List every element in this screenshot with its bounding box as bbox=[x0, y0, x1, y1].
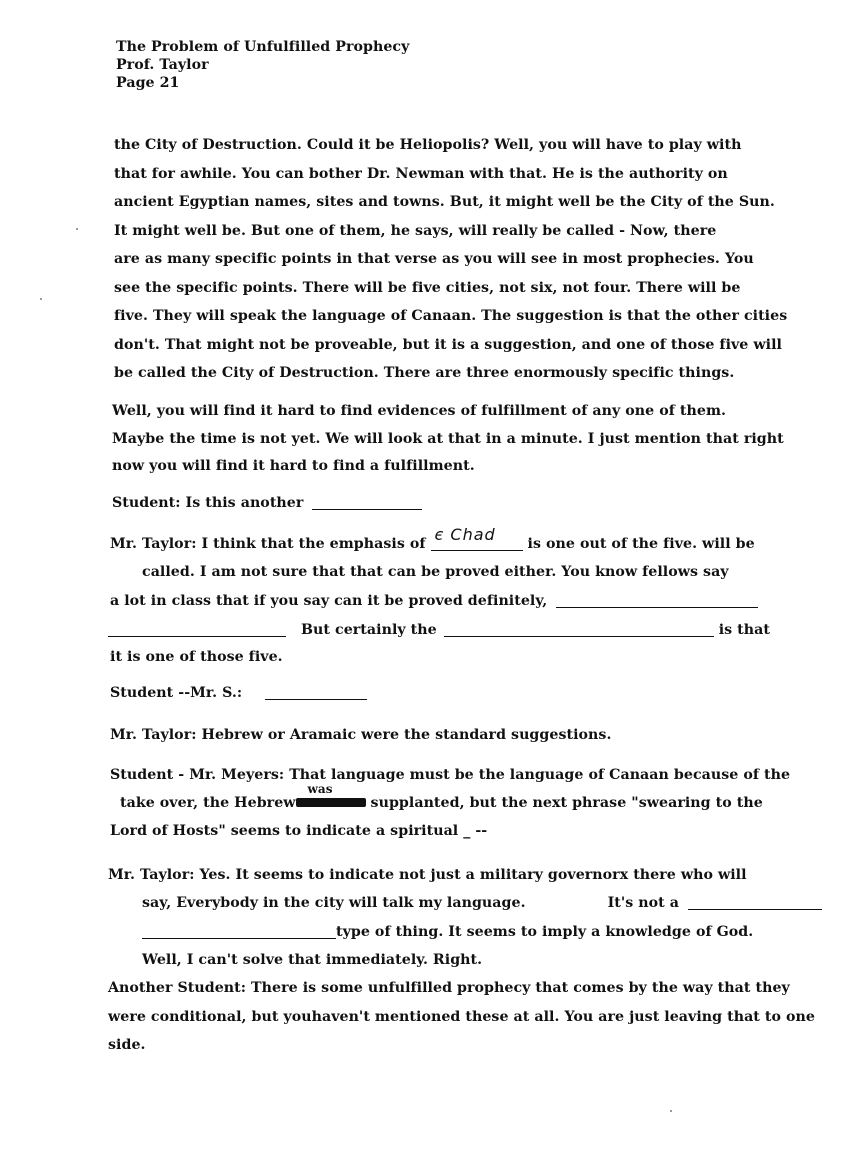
blank-line bbox=[142, 924, 336, 939]
page-number: Page 21 bbox=[116, 75, 180, 91]
handwritten-blank bbox=[431, 525, 523, 553]
text-line: now you will find it hard to find a fulfillment. bbox=[112, 458, 475, 474]
text-line: Lord of Hosts" seems to indicate a spiritual _ -- bbox=[110, 823, 488, 839]
text-line: side. bbox=[108, 1037, 146, 1053]
document-title: The Problem of Unfulfilled Prophecy bbox=[116, 39, 410, 55]
dialogue-text: It's not a bbox=[607, 895, 679, 911]
text-line: were conditional, but youhaven't mentioned these at all. You are just leaving that to one bbox=[108, 1009, 815, 1025]
text-line: don't. That might not be proveable, but it is a suggestion, and one of those five will bbox=[114, 337, 782, 353]
dialogue-line bbox=[110, 525, 755, 553]
handwritten-word: є Chad bbox=[434, 525, 496, 544]
speaker-text: Student: Is this another bbox=[112, 495, 304, 511]
text-line: five. They will speak the language of Canaan. The suggestion is that the other cities bbox=[114, 308, 788, 324]
text-line: that for awhile. You can bother Dr. Newman with that. He is the authority on bbox=[114, 166, 728, 182]
text-line: be called the City of Destruction. There are three enormously specific things. bbox=[114, 365, 735, 381]
dialogue-text: type of thing. It seems to imply a knowledge of God. bbox=[336, 924, 754, 940]
blank-line bbox=[108, 622, 286, 637]
text-line: Mr. Taylor: Hebrew or Aramaic were the standard suggestions. bbox=[110, 727, 612, 743]
blank-line bbox=[444, 622, 714, 637]
scan-speck bbox=[40, 298, 42, 300]
scan-speck bbox=[670, 1110, 672, 1112]
dialogue-line bbox=[142, 894, 822, 912]
dialogue-text: is that bbox=[718, 622, 770, 638]
dialogue-line bbox=[112, 494, 422, 512]
dialogue-text: a lot in class that if you say can it be proved definitely, bbox=[110, 593, 548, 609]
dialogue-text: supplanted, but the next phrase "swearing to the bbox=[370, 795, 763, 811]
text-line: Well, I can't solve that immediately. Right. bbox=[142, 952, 483, 968]
dialogue-text: is one out of the five. will be bbox=[527, 536, 755, 552]
dialogue-text: But certainly the bbox=[301, 622, 437, 638]
blank-line bbox=[265, 685, 367, 700]
text-line: It might well be. But one of them, he says, will really be called - Now, there bbox=[114, 223, 717, 239]
text-line: are as many specific points in that verse as you will see in most prophecies. You bbox=[114, 251, 754, 267]
speaker-text: Student --Mr. S.: bbox=[110, 685, 243, 701]
author-line: Prof. Taylor bbox=[116, 57, 209, 73]
strikeout bbox=[296, 782, 366, 812]
dialogue-line bbox=[142, 923, 753, 941]
text-line: Well, you will find it hard to find evidences of fulfillment of any one of them. bbox=[112, 403, 726, 419]
dialogue-line bbox=[110, 592, 758, 610]
text-line: Another Student: There is some unfulfilled prophecy that comes by the way that they bbox=[108, 980, 790, 996]
dialogue-line bbox=[110, 684, 367, 702]
text-line: Mr. Taylor: Yes. It seems to indicate not just a military governorx there who will bbox=[108, 867, 747, 883]
text-line: it is one of those five. bbox=[110, 649, 283, 665]
redaction-mark bbox=[296, 798, 366, 807]
dialogue-text: take over, the Hebrew bbox=[120, 795, 296, 811]
blank-line bbox=[312, 495, 422, 510]
text-line: called. I am not sure that that can be proved either. You know fellows say bbox=[142, 564, 729, 580]
text-line: Student - Mr. Meyers: That language must be the language of Canaan because of the bbox=[110, 767, 791, 783]
text-line: ancient Egyptian names, sites and towns. But, it might well be the City of the Sun. bbox=[114, 194, 775, 210]
inserted-word: was bbox=[307, 782, 333, 796]
dialogue-text: say, Everybody in the city will talk my language. bbox=[142, 895, 526, 911]
dialogue-line bbox=[120, 782, 763, 812]
text-line: Maybe the time is not yet. We will look at that in a minute. I just mention that right bbox=[112, 431, 784, 447]
speaker-text: Mr. Taylor: I think that the emphasis of bbox=[110, 536, 426, 552]
scan-speck bbox=[76, 228, 78, 230]
text-line: see the specific points. There will be five cities, not six, not four. There will be bbox=[114, 280, 741, 296]
text-line: the City of Destruction. Could it be Heliopolis? Well, you will have to play with bbox=[114, 137, 742, 153]
dialogue-line bbox=[108, 621, 770, 639]
blank-line bbox=[688, 895, 822, 910]
blank-line bbox=[556, 593, 758, 608]
